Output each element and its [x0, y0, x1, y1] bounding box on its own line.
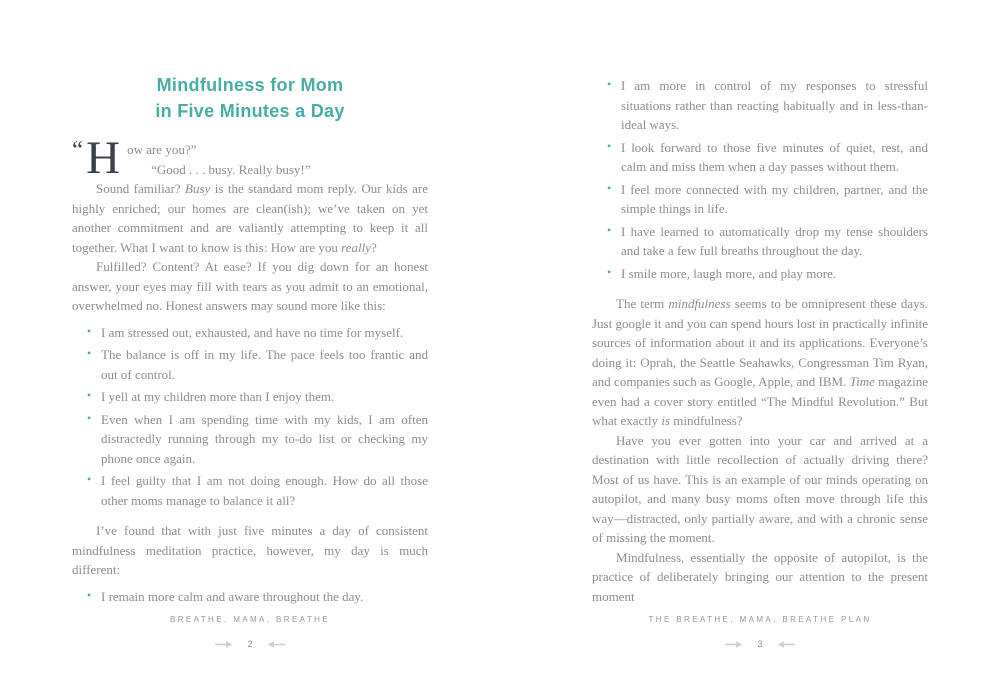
- right-page-footer: [592, 610, 928, 654]
- list-item: • I am more in control of my responses to stressful situations rather than reacting habitually and in less-than-ideal ways.: [592, 76, 928, 135]
- running-head: BREATHE, MAMA, BREATHE: [169, 615, 331, 624]
- opening-quote-mark: “: [72, 137, 84, 164]
- better-day-bullet-list: [72, 587, 428, 607]
- drop-cap-letter: H: [86, 132, 121, 184]
- list-item: • I look forward to those five minutes of quiet, rest, and calm and miss them when a day passes without them.: [592, 138, 928, 177]
- page-number-row: [72, 635, 428, 655]
- list-item: • I feel more connected with my children, partner, and the simple things in life.: [592, 180, 928, 219]
- paragraph-autopilot: Have you ever gotten into your car and arrived at a destination with little recollection of actually driving there? Most of us have. This is an example of our minds operating on autopilot, and many busy moms often move through life this way—distracted, only partially aware, and with a chronic sense of missing the moment.: [592, 432, 928, 545]
- left-page-footer: [72, 610, 428, 654]
- arrow-right-icon: [214, 640, 234, 648]
- list-item: • The balance is off in my life. The pace feels too frantic and out of control.: [72, 345, 428, 384]
- chapter-title: [72, 72, 428, 124]
- page-number-row: [592, 635, 928, 655]
- paragraph-sound-familiar: Sound familiar? Busy is the standard mom reply. Our kids are highly enriched; our homes are clean(ish); we’ve taken on yet another commitment and are valiantly attempting to keep it all together. What I want to know is this: How are you really?: [72, 181, 428, 255]
- left-page: [72, 0, 428, 682]
- chapter-title-line2: in Five Minutes a Day: [155, 101, 345, 121]
- list-item: • I feel guilty that I am not doing enough. How do all those other moms manage to balance it all?: [72, 471, 428, 510]
- running-head: THE BREATHE, MAMA, BREATHE PLAN: [648, 615, 872, 624]
- dialogue-line-1: ow are you?”: [127, 142, 197, 157]
- dialogue-line-2: “Good . . . busy. Really busy!”: [151, 161, 311, 177]
- page-number: 3: [757, 638, 763, 649]
- list-item: • I smile more, laugh more, and play more.: [592, 264, 928, 284]
- arrow-left-icon: [776, 640, 796, 648]
- drop-cap: [72, 132, 127, 184]
- list-item: • I have learned to automatically drop my tense shoulders and take a few full breaths throughout the day.: [592, 222, 928, 261]
- paragraph-the-term: The term mindfulness seems to be omnipresent these days. Just google it and you can spend hours lost in practically infinite sources of information about it and its applications. Everyone’s doing it: Oprah, the Seattle Seahawks, Congressman Tim Ryan, and companies such as Google, Apple, and IBM. Time magazine even had a cover story entitled “The Mindful Revolution.” But what exactly is mindfulness?: [592, 296, 928, 428]
- list-item: • I am stressed out, exhausted, and have no time for myself.: [72, 323, 428, 343]
- paragraph-mindfulness-definition: Mindfulness, essentially the opposite of autopilot, is the practice of deliberately bringing our attention to the present moment: [592, 549, 928, 604]
- right-page: [592, 0, 928, 682]
- chapter-title-line1: Mindfulness for Mom: [156, 75, 344, 95]
- paragraph-fulfilled: Fulfilled? Content? At ease? If you dig down for an honest answer, your eyes may fill with tears as you admit to an emotional, overwhelmed no. Honest answers may sound more like this:: [72, 259, 428, 313]
- list-item: • I yell at my children more than I enjoy them.: [72, 387, 428, 407]
- paragraph-ive-found: I’ve found that with just five minutes a day of consistent mindfulness meditation practice, however, my day is much different:: [72, 523, 428, 577]
- honest-answers-bullet-list: [72, 323, 428, 511]
- opening-paragraph: [72, 132, 428, 184]
- page-number: 2: [247, 638, 253, 649]
- arrow-right-icon: [724, 640, 744, 648]
- arrow-left-icon: [266, 640, 286, 648]
- better-day-bullet-list-continued: [592, 76, 928, 283]
- list-item: • Even when I am spending time with my kids, I am often distractedly running through my to-do list or checking my phone once again.: [72, 410, 428, 469]
- list-item: • I remain more calm and aware throughout the day.: [72, 587, 428, 607]
